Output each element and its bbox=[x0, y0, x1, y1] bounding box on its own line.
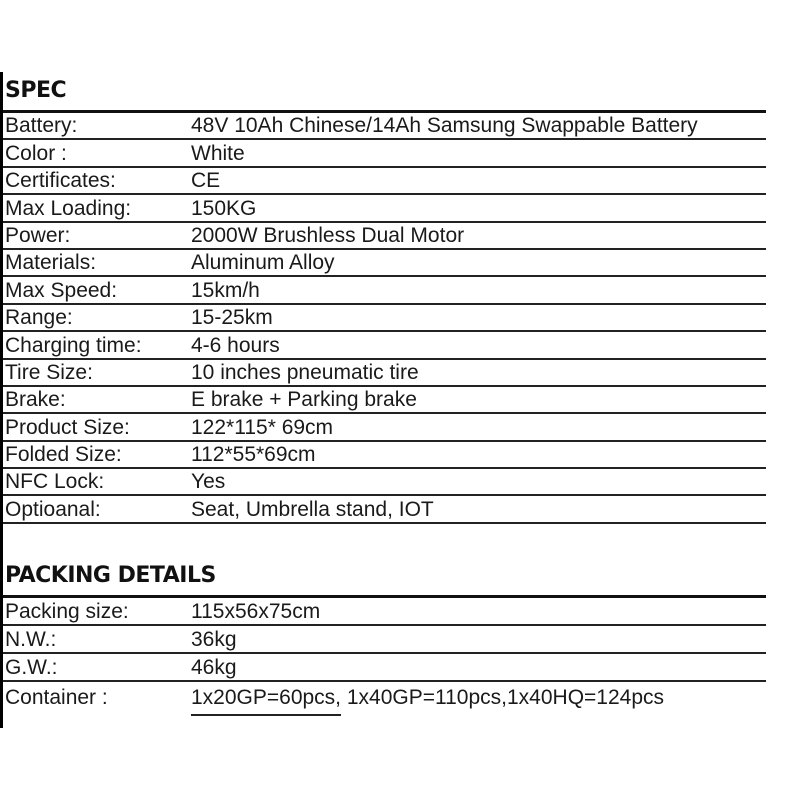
spec-value: E brake + Parking brake bbox=[191, 388, 417, 412]
packing-value: 115x56x75cm bbox=[191, 600, 321, 623]
spec-row-brake bbox=[3, 387, 766, 414]
packing-value: 46kg bbox=[191, 656, 237, 679]
spec-label: Color : bbox=[5, 141, 67, 165]
packing-label: G.W.: bbox=[5, 656, 58, 679]
spec-label: Power: bbox=[5, 223, 71, 247]
packing-row-net-weight bbox=[3, 626, 766, 654]
spec-value: 2000W Brushless Dual Motor bbox=[191, 223, 465, 247]
packing-label: Container : bbox=[5, 686, 108, 709]
packing-section bbox=[3, 565, 766, 710]
spec-row-folded-size bbox=[3, 442, 766, 469]
spec-row-range bbox=[3, 305, 766, 332]
spec-label: Max Speed: bbox=[5, 278, 118, 302]
spec-section bbox=[3, 80, 766, 524]
spec-row-materials bbox=[3, 250, 766, 277]
spec-row-nfc-lock bbox=[3, 469, 766, 496]
spec-value: CE bbox=[191, 169, 221, 193]
spec-row-tire-size bbox=[3, 360, 766, 387]
spec-row-battery bbox=[3, 113, 766, 140]
spec-label: Charging time: bbox=[5, 333, 142, 357]
spec-title: SPEC bbox=[5, 78, 67, 103]
spec-label: Product Size: bbox=[5, 415, 130, 439]
spec-row-optional bbox=[3, 496, 766, 523]
packing-table bbox=[3, 595, 766, 710]
spec-label: Tire Size: bbox=[5, 360, 93, 384]
packing-label: Packing size: bbox=[5, 600, 129, 623]
spec-row-color bbox=[3, 140, 766, 167]
spec-label: Battery: bbox=[5, 114, 78, 138]
packing-row-size bbox=[3, 598, 766, 626]
spec-row-charging-time bbox=[3, 332, 766, 359]
spec-label: Range: bbox=[5, 306, 73, 330]
spec-value: 122*115* 69cm bbox=[191, 415, 334, 439]
packing-value-container bbox=[191, 686, 766, 710]
spec-value: 15km/h bbox=[191, 278, 260, 302]
spec-value: 150KG bbox=[191, 196, 257, 220]
spec-row-power bbox=[3, 223, 766, 250]
packing-title: PACKING DETAILS bbox=[5, 563, 216, 588]
value-underline bbox=[191, 714, 341, 716]
spec-label: Max Loading: bbox=[5, 196, 132, 220]
spec-value: 4-6 hours bbox=[191, 333, 280, 357]
spec-label: Materials: bbox=[5, 251, 97, 275]
spec-label: Optioanal: bbox=[5, 497, 101, 521]
spec-row-product-size bbox=[3, 414, 766, 441]
spec-value: 112*55*69cm bbox=[191, 443, 316, 467]
packing-row-gross-weight bbox=[3, 654, 766, 682]
spec-label: Certificates: bbox=[5, 169, 116, 193]
spec-value: 48V 10Ah Chinese/14Ah Samsung Swappable Battery bbox=[191, 114, 698, 138]
spec-table bbox=[3, 110, 766, 524]
packing-value: 36kg bbox=[191, 628, 237, 651]
spec-value: 10 inches pneumatic tire bbox=[191, 360, 419, 384]
spec-label: NFC Lock: bbox=[5, 470, 105, 494]
spec-value: Seat, Umbrella stand, IOT bbox=[191, 497, 434, 521]
packing-value: 1x20GP=60pcs, 1x40GP=110pcs,1x40HQ=124pcs bbox=[191, 686, 665, 709]
spec-label: Brake: bbox=[5, 388, 66, 412]
spec-value: 15-25km bbox=[191, 306, 273, 330]
spec-row-certificates bbox=[3, 168, 766, 195]
packing-label: N.W.: bbox=[5, 628, 57, 651]
packing-row-container bbox=[3, 682, 766, 710]
spec-value: White bbox=[191, 141, 245, 165]
spec-value: Aluminum Alloy bbox=[191, 251, 335, 275]
spec-row-max-speed bbox=[3, 277, 766, 304]
spec-row-max-loading bbox=[3, 195, 766, 222]
spec-value: Yes bbox=[191, 470, 226, 494]
spec-label: Folded Size: bbox=[5, 443, 122, 467]
